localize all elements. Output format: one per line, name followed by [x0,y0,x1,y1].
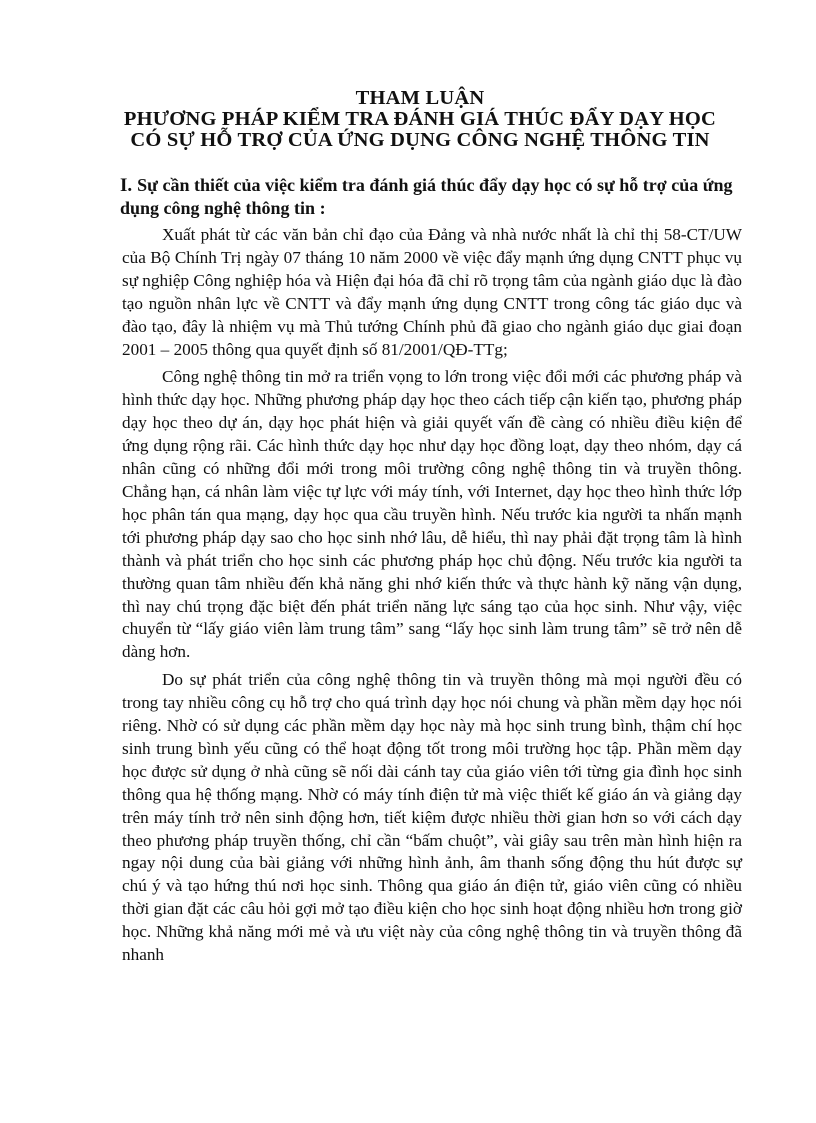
title-line-1: THAM LUẬN [355,87,485,109]
paragraph: Xuất phát từ các văn bản chỉ đạo của Đảng và nhà nước nhất là chỉ thị 58-CT/UW của Bộ Chính Trị ngày 07 tháng 10 năm 2000 về việc đẩy mạnh ứng dụng CNTT phục vụ sự nghiệp Công nghiệp hóa và Hiện đại hóa đã chỉ rõ trọng tâm của ngành giáo dục là đào tạo nguồn nhân lực về CNTT và đẩy mạnh ứng dụng CNTT trong công tác giáo dục và đào tạo, đây là nhiệm vụ mà Thủ tướng Chính phủ đã giao cho ngành giáo dục giai đoạn 2001 – 2005 thông qua quyết định số 81/2001/QĐ-TTg; [122,225,742,359]
document-title [90,88,750,151]
body-text [122,224,742,972]
paragraph: Do sự phát triển của công nghệ thông tin và truyền thông mà mọi người đều có trong tay nhiều công cụ hỗ trợ cho quá trình dạy học nói chung và phần mềm dạy học nói riêng. Nhờ có sử dụng các phần mềm dạy học này mà học sinh trung bình, thậm chí học sinh trung bình yếu cũng có thể hoạt động tốt trong môi trường học tập. Phần mềm dạy học được sử dụng ở nhà cũng sẽ nối dài cánh tay của giáo viên tới từng gia đình học sinh thông qua hệ thống mạng. Nhờ có máy tính điện tử mà việc thiết kế giáo án và giảng dạy trên máy tính trở nên sinh động hơn, tiết kiệm được nhiều thời gian hơn so với cách dạy theo phương pháp truyền thống, chỉ cần “bấm chuột”, vài giây sau trên màn hình hiện ra ngay nội dung của bài giảng với những hình ảnh, âm thanh sống động thu hút được sự chú ý và tạo hứng thú nơi học sinh. Thông qua giáo án điện tử, giáo viên cũng có nhiều thời gian đặt các câu hỏi gợi mở tạo điều kiện cho học sinh hoạt động nhiều hơn trong giờ học. Những khả năng mới mẻ và ưu việt này của công nghệ thông tin và truyền thông đã nhanh [122,670,742,965]
section-heading [120,174,740,220]
title-line-3: CÓ SỰ HỖ TRỢ CỦA ỨNG DỤNG CÔNG NGHỆ THÔNG TIN [130,129,710,151]
title-line-2: PHƯƠNG PHÁP KIỂM TRA ĐÁNH GIÁ THÚC ĐẨY DẠY HỌC [123,108,717,130]
section-heading-text: Sự cần thiết của việc kiểm tra đánh giá thúc đẩy dạy học có sự hỗ trợ của ứng dụng công nghệ thông tin : [120,175,733,218]
paragraph: Công nghệ thông tin mở ra triển vọng to lớn trong việc đổi mới các phương pháp và hình thức dạy học. Những phương pháp dạy học theo cách tiếp cận kiến tạo, phương pháp dạy học theo dự án, dạy học phát hiện và giải quyết vấn đề càng có nhiều điều kiện để ứng dụng rộng rãi. Các hình thức dạy học như dạy học đồng loạt, dạy theo nhóm, dạy cá nhân cũng có những đổi mới trong môi trường công nghệ thông tin và truyền thông. Chẳng hạn, cá nhân làm việc tự lực với máy tính, với Internet, dạy học theo hình thức lớp học phân tán qua mạng, dạy học qua cầu truyền hình. Nếu trước kia người ta nhấn mạnh tới phương pháp dạy sao cho học sinh nhớ lâu, dễ hiểu, thì nay phải đặt trọng tâm là hình thành và phát triển cho học sinh các phương pháp học chủ động. Nếu trước kia người ta thường quan tâm nhiều đến khả năng ghi nhớ kiến thức và thực hành kỹ năng vận dụng, thì nay chú trọng đặc biệt đến phát triển năng lực sáng tạo của học sinh. Như vậy, việc chuyển từ “lấy giáo viên làm trung tâm” sang “lấy học sinh làm trung tâm” sẽ trở nên dễ dàng hơn. [122,367,742,662]
section-number: I. [120,175,133,196]
